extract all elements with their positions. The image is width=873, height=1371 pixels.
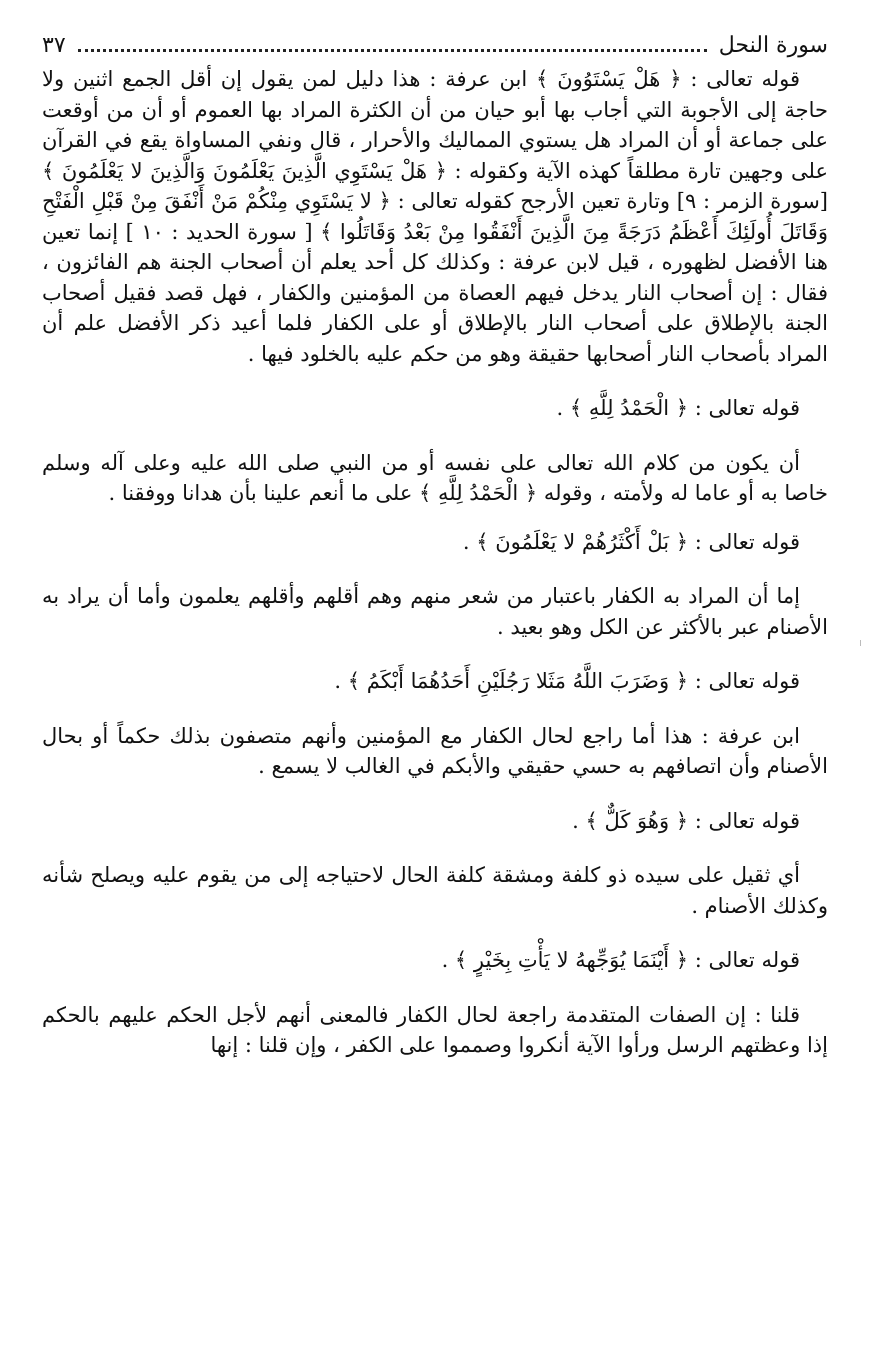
verse-heading: قوله تعالى : ﴿ وَضَرَبَ اللَّهُ مَثَلا رَجُلَيْنِ أَحَدُهُمَا أَبْكَمُ ﴾ . xyxy=(334,669,800,693)
scan-margin-mark xyxy=(860,640,861,646)
verse-heading: قوله تعالى : ﴿ الْحَمْدُ لِلَّهِ ﴾ . xyxy=(556,396,800,420)
verse-heading: قوله تعالى : ﴿ بَلْ أَكْثَرُهُمْ لا يَعْلَمُونَ ﴾ . xyxy=(462,529,800,554)
commentary-paragraph: أن يكون من كلام الله تعالى على نفسه أو من النبي صلى الله عليه وعلى آله وسلم خاصا به أو عاما له ولأمته ، وقوله ﴿ الْحَمْدُ لِلَّهِ ﴾ على ما أنعم علينا بأن هدانا ووفقنا . xyxy=(42,450,828,505)
verse-heading: قوله تعالى : ﴿ أَيْنَمَا يُوَجِّههُ لا يَأْتِ بِخَيْرٍ ﴾ . xyxy=(441,948,800,972)
verse-heading: قوله تعالى : ﴿ وَهُوَ كَلٌّ ﴾ . xyxy=(572,808,800,833)
commentary-paragraph: أي ثقيل على سيده ذو كلفة ومشقة كلفة الحال لاحتياجه إلى من يقوم عليه ويصلح شأنه وكذلك الأصنام . xyxy=(42,863,828,918)
page-number: ٣٧ xyxy=(42,33,66,58)
running-header xyxy=(42,28,828,64)
commentary-paragraph: ابن عرفة : هذا أما راجع لحال الكفار مع المؤمنين وأنهم متصفون بذلك حكماً أو بحال الأصنام وأن اتصافهم به حسي حقيقي والأبكم في الغالب لا يسمع . xyxy=(42,723,828,778)
commentary-paragraph: إما أن المراد به الكفار باعتبار من شعر منهم وهم أقلهم وأقلهم يعلمون وأما أن يراد به الأصنام عبر بالأكثر عن الكل وهو بعيد . xyxy=(42,584,828,639)
surah-title: سورة النحل xyxy=(718,33,828,58)
commentary-paragraph: قوله تعالى : ﴿ هَلْ يَسْتَوُونَ ﴾ ابن عرفة : هذا دليل لمن يقول إن أقل الجمع اثنين ولا حاجة إلى الأجوبة التي أجاب بها أبو حيان من أن الكثرة المراد بها العموم أو أن من أوقعت على جماعة أو أن المراد هل يستوي المماليك والأحرار ، قال ونفي المساواة يقع في القرآن على وجهين تارة مطلقاً كهذه الآية وكقوله : ﴿ هَلْ يَسْتَوِي الَّذِينَ يَعْلَمُونَ وَالَّذِينَ لا يَعْلَمُونَ ﴾ [سورة الزمر : ٩] وتارة تعين الأرجح كقوله تعالى : ﴿ لا يَسْتَوِي مِنْكُمْ مَنْ أَنْفَقَ مِنْ قَبْلِ الْفَتْحِ وَقَاتَلَ أُولَئِكَ أَعْظَمُ دَرَجَةً مِنَ الَّذِينَ أَنْفَقُوا مِنْ بَعْدُ وَقَاتَلُوا ﴾ [ سورة الحديد : ١٠ ] إنما تعين هنا الأفضل لظهوره ، قيل لابن عرفة : وكذلك كل أحد يعلم أن أصحاب الجنة هم الفائزون ، فقال : إن أصحاب النار يدخل فيهم العصاة من المؤمنين والكفار ، فهل قصد فقيل أصحاب الجنة بالإطلاق على أصحاب النار بالإطلاق أو على الكفار فلما أعيد ذكر الأفضل علم أن المراد بأصحاب النار أصحابها حقيقة وهو من حكم عليه بالخلود فيها . xyxy=(42,67,828,366)
header-dotted-leader xyxy=(78,49,707,52)
commentary-paragraph: قلنا : إن الصفات المتقدمة راجعة لحال الكفار فالمعنى أنهم لأجل الحكم عليهم بالحكم إذا وعظتهم الرسل ورأوا الآية أنكروا وصمموا على الكفر ، وإن قلنا : إنها xyxy=(42,1002,828,1057)
book-page xyxy=(42,28,828,1061)
